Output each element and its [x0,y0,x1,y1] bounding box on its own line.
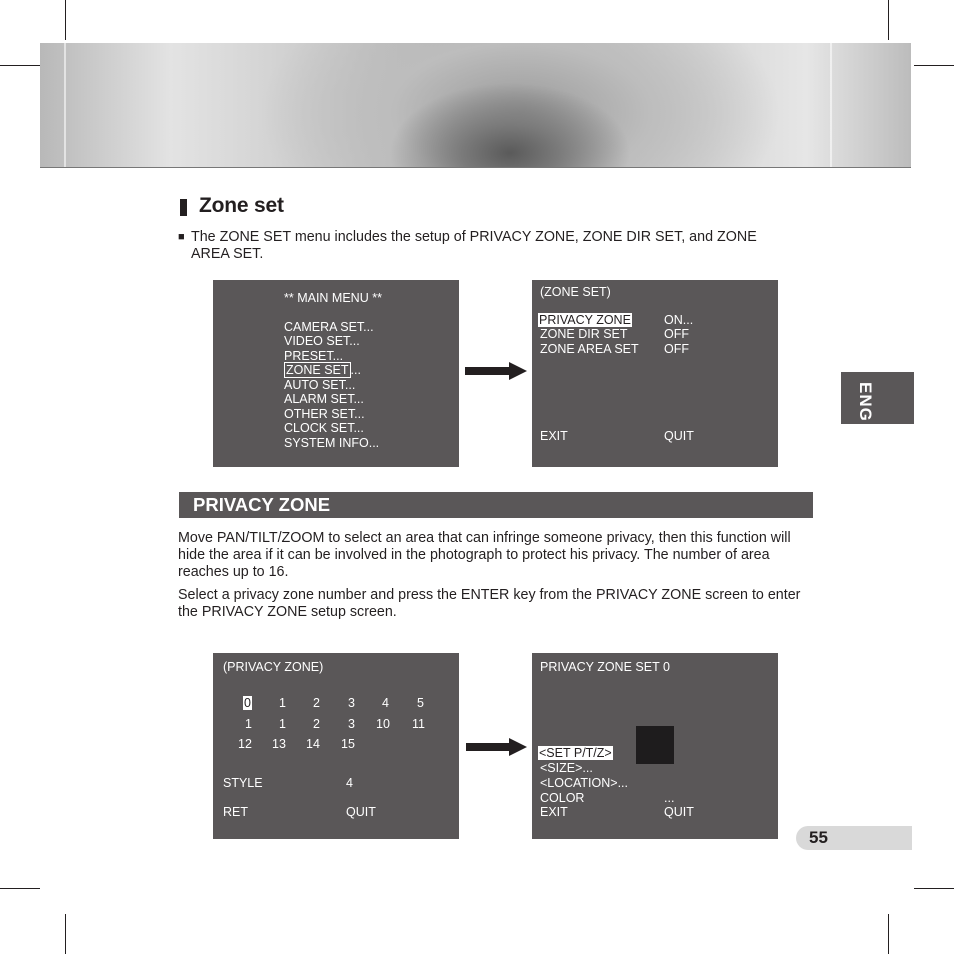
main-menu-screen [213,280,459,467]
section-heading-bar [179,492,813,518]
main-menu-item[interactable]: CAMERA SET... [284,320,374,334]
zone-number[interactable]: 13 [272,737,286,751]
intro-text [178,229,798,263]
zone-set-row-value: OFF [664,342,689,356]
ret-value: QUIT [346,805,376,819]
crop-mark [914,888,954,889]
selection-highlight: <SET P/T/Z> [539,746,612,760]
zone-number[interactable]: 3 [348,696,355,710]
arrow-right-icon [466,743,510,751]
crop-mark [0,888,40,889]
arrow-head-icon [509,738,527,756]
main-menu-item[interactable]: ALARM SET... [284,392,364,406]
main-menu-item[interactable]: SYSTEM INFO... [284,436,380,450]
zone-set-exit-value: QUIT [664,429,694,443]
exit-value: QUIT [664,805,694,819]
bullet-icon: ■ [178,231,185,243]
zone-number[interactable]: 1 [279,717,286,731]
main-menu-item-selected[interactable] [284,363,361,377]
zone-number[interactable]: 2 [313,717,320,731]
language-tab [841,372,914,424]
main-menu-item[interactable]: AUTO SET... [284,378,356,392]
privacy-zone-set-screen [532,653,778,839]
zone-number[interactable]: 1 [279,696,286,710]
crop-mark [65,914,66,954]
arrow-right-icon [465,367,510,375]
zone-number[interactable]: 1 [245,717,252,731]
zone-number[interactable]: 14 [306,737,320,751]
selection-highlight: 0 [244,696,251,710]
main-menu-header: ** MAIN MENU ** [284,291,382,305]
zone-set-row-value: OFF [664,327,689,341]
zone-number[interactable]: 15 [341,737,355,751]
zone-number[interactable]: 3 [348,717,355,731]
privacy-zone-header: (PRIVACY ZONE) [223,660,324,674]
zone-set-screen [532,280,778,467]
main-menu-item[interactable]: PRESET... [284,349,344,363]
main-menu-item[interactable]: CLOCK SET... [284,421,364,435]
zone-set-row-label[interactable] [538,313,632,327]
zone-set-header: (ZONE SET) [540,285,611,299]
style-value: 4 [346,776,353,790]
language-tab-label: ENG [856,382,875,422]
crop-mark [914,65,954,66]
color-value: ... [664,791,675,805]
selection-highlight: PRIVACY ZONE [539,313,631,327]
privacy-mask-preview [636,726,674,764]
crop-mark [0,65,40,66]
body-paragraph: Move PAN/TILT/ZOOM to select an area that can infringe someone privacy, then this function will hide the area if it can be involved in the photograph to protect his privacy. The number of area reaches up to 16. [178,530,791,580]
zone-set-row-label[interactable]: ZONE AREA SET [540,342,639,356]
banner-highlight [830,43,832,167]
crop-mark [65,0,66,40]
title-marker [180,199,187,216]
zone-set-row-value: ON... [664,313,694,327]
zone-number[interactable]: 2 [313,696,320,710]
privacy-zone-set-header: PRIVACY ZONE SET 0 [540,660,670,674]
crop-mark [888,914,889,954]
crop-mark [888,0,889,40]
set-ptz-item[interactable] [538,746,613,760]
ret-label[interactable]: RET [223,805,248,819]
size-item[interactable]: <SIZE>... [540,761,593,775]
style-label[interactable]: STYLE [223,776,263,790]
zone-number[interactable]: 11 [412,717,425,731]
zone-number[interactable] [243,696,252,710]
zone-set-exit[interactable]: EXIT [540,429,568,443]
zone-set-row-label[interactable]: ZONE DIR SET [540,327,628,341]
arrow-head-icon [509,362,527,380]
exit-item[interactable]: EXIT [540,805,568,819]
banner-highlight [64,43,66,167]
zone-number[interactable]: 5 [417,696,424,710]
zone-number[interactable]: 12 [238,737,252,751]
body-paragraph: Select a privacy zone number and press the ENTER key from the PRIVACY ZONE screen to enter the PRIVACY ZONE setup screen. [178,587,801,620]
intro-paragraph: The ZONE SET menu includes the setup of PRIVACY ZONE, ZONE DIR SET, and ZONE AREA SET. [191,229,757,262]
zone-number[interactable]: 4 [382,696,389,710]
selection-highlight: ZONE SET [286,363,349,377]
selection-suffix: ... [350,363,361,377]
main-menu-item[interactable]: OTHER SET... [284,407,365,421]
page-number: 55 [809,828,828,847]
zone-number[interactable]: 10 [376,717,390,731]
privacy-zone-screen [213,653,459,839]
main-menu-item[interactable]: VIDEO SET... [284,334,360,348]
section-heading: PRIVACY ZONE [193,494,331,515]
page-number-tab [796,826,912,850]
header-banner-image [40,43,911,168]
location-item[interactable]: <LOCATION>... [540,776,628,790]
color-item[interactable]: COLOR [540,791,585,805]
page-title: Zone set [199,194,284,217]
